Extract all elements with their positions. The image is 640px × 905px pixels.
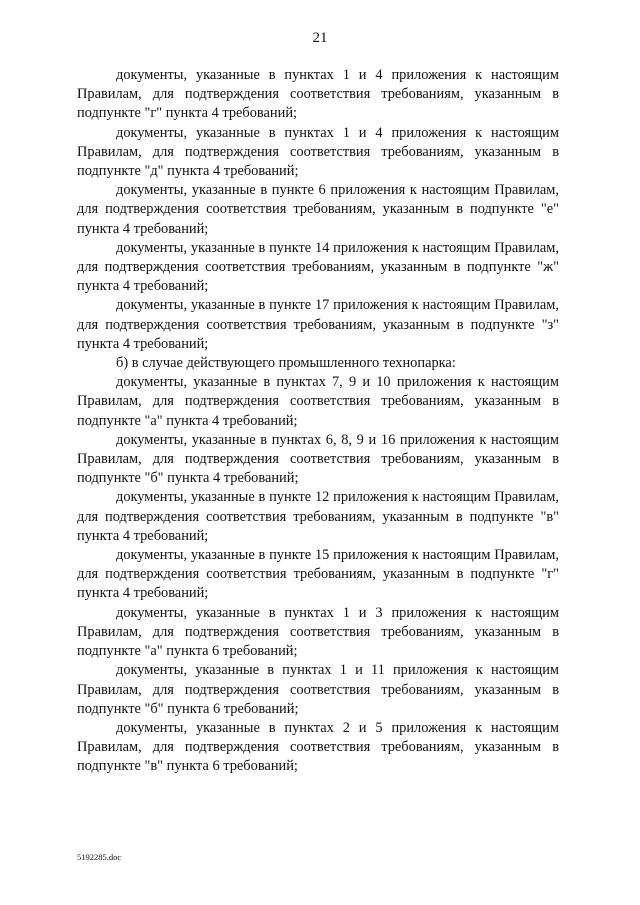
subsection-heading: б) в случае действующего промышленного технопарка:	[116, 355, 456, 372]
paragraph: документы, указанные в пунктах 1 и 4 приложения к настоящим Правилам, для подтверждения соответствия требованиям, указанным в подпункте "д" пункта 4 требований;	[77, 124, 559, 180]
paragraph: документы, указанные в пункте 17 приложения к настоящим Правилам, для подтверждения соответствия требованиям, указанным в подпункте "з" пункта 4 требований;	[77, 297, 559, 352]
document-body	[77, 66, 559, 777]
paragraph: документы, указанные в пунктах 1 и 3 приложения к настоящим Правилам, для подтверждения соответствия требованиям, указанным в подпункте "а" пункта 6 требований;	[77, 604, 559, 660]
paragraph: документы, указанные в пунктах 2 и 5 приложения к настоящим Правилам, для подтверждения соответствия требованиям, указанным в подпункте "в" пункта 6 требований;	[77, 719, 559, 775]
paragraph: документы, указанные в пунктах 6, 8, 9 и 16 приложения к настоящим Правилам, для подтверждения соответствия требованиям, указанным в подпункте "б" пункта 4 требований;	[77, 431, 559, 487]
paragraph: документы, указанные в пунктах 1 и 4 приложения к настоящим Правилам, для подтверждения соответствия требованиям, указанным в подпункте "г" пункта 4 требований;	[77, 67, 559, 122]
footer-filename: 5192285.doc	[77, 852, 122, 862]
paragraph: документы, указанные в пунктах 7, 9 и 10 приложения к настоящим Правилам, для подтверждения соответствия требованиям, указанным в подпункте "а" пункта 4 требований;	[77, 374, 559, 429]
paragraph: документы, указанные в пунктах 1 и 11 приложения к настоящим Правилам, для подтверждения соответствия требованиям, указанным в подпункте "б" пункта 6 требований;	[77, 662, 559, 717]
paragraph: документы, указанные в пункте 14 приложения к настоящим Правилам, для подтверждения соответствия требованиям, указанным в подпункте "ж" пункта 4 требований;	[77, 239, 559, 295]
paragraph: документы, указанные в пункте 12 приложения к настоящим Правилам, для подтверждения соответствия требованиям, указанным в подпункте "в" пункта 4 требований;	[77, 489, 559, 544]
paragraph: документы, указанные в пункте 6 приложения к настоящим Правилам, для подтверждения соответствия требованиям, указанным в подпункте "е" пункта 4 требований;	[77, 182, 559, 237]
paragraph: документы, указанные в пункте 15 приложения к настоящим Правилам, для подтверждения соответствия требованиям, указанным в подпункте "г" пункта 4 требований;	[77, 547, 559, 602]
page-number: 21	[312, 30, 328, 46]
